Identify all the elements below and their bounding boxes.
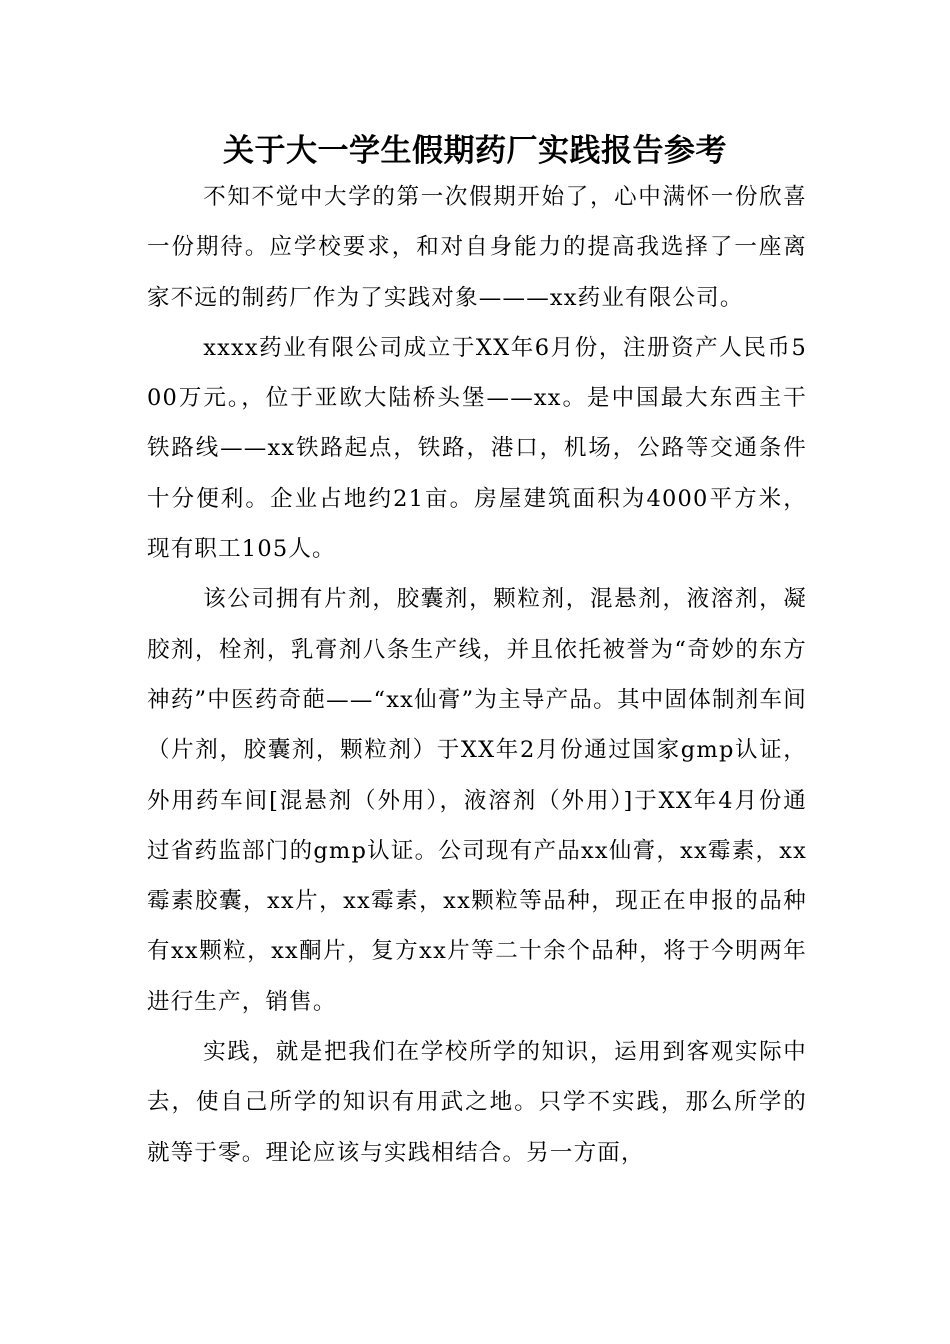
- paragraph-products: 该公司拥有片剂，胶囊剂，颗粒剂，混悬剂，液溶剂，凝胶剂，栓剂，乳膏剂八条生产线，并且依托被誉为“奇妙的东方神药”中医药奇葩——“xx仙膏”为主导产品。其中固体制剂车间（片剂，胶囊剂，颗粒剂）于XX年2月份通过国家gmp认证，外用药车间[混悬剂（外用），液溶剂（外用）]于XX年4月份通过省药监部门的gmp认证。公司现有产品xx仙膏，xx霉素，xx霉素胶囊，xx片，xx霉素，xx颗粒等品种，现正在申报的品种有xx颗粒，xx酮片，复方xx片等二十余个品种，将于今明两年进行生产，销售。: [147, 586, 807, 1015]
- paragraph-intro: 不知不觉中大学的第一次假期开始了，心中满怀一份欣喜一份期待。应学校要求，和对自身能力的提高我选择了一座离家不远的制药厂作为了实践对象———xx药业有限公司。: [147, 184, 807, 311]
- document-title: 关于大一学生假期药厂实践报告参考: [223, 133, 727, 169]
- paragraph-company-profile: xxxx药业有限公司成立于XX年6月份，注册资产人民币500万元。，位于亚欧大陆桥头堡——xx。是中国最大东西主干铁路线——xx铁路起点，铁路，港口，机场，公路等交通条件十分便利。企业占地约21亩。房屋建筑面积为4000平方米，现有职工105人。: [147, 334, 807, 563]
- paragraph-practice: 实践，就是把我们在学校所学的知识，运用到客观实际中去，使自己所学的知识有用武之地。只学不实践，那么所学的就等于零。理论应该与实践相结合。另一方面，: [147, 1039, 807, 1166]
- document-body: [147, 172, 807, 1178]
